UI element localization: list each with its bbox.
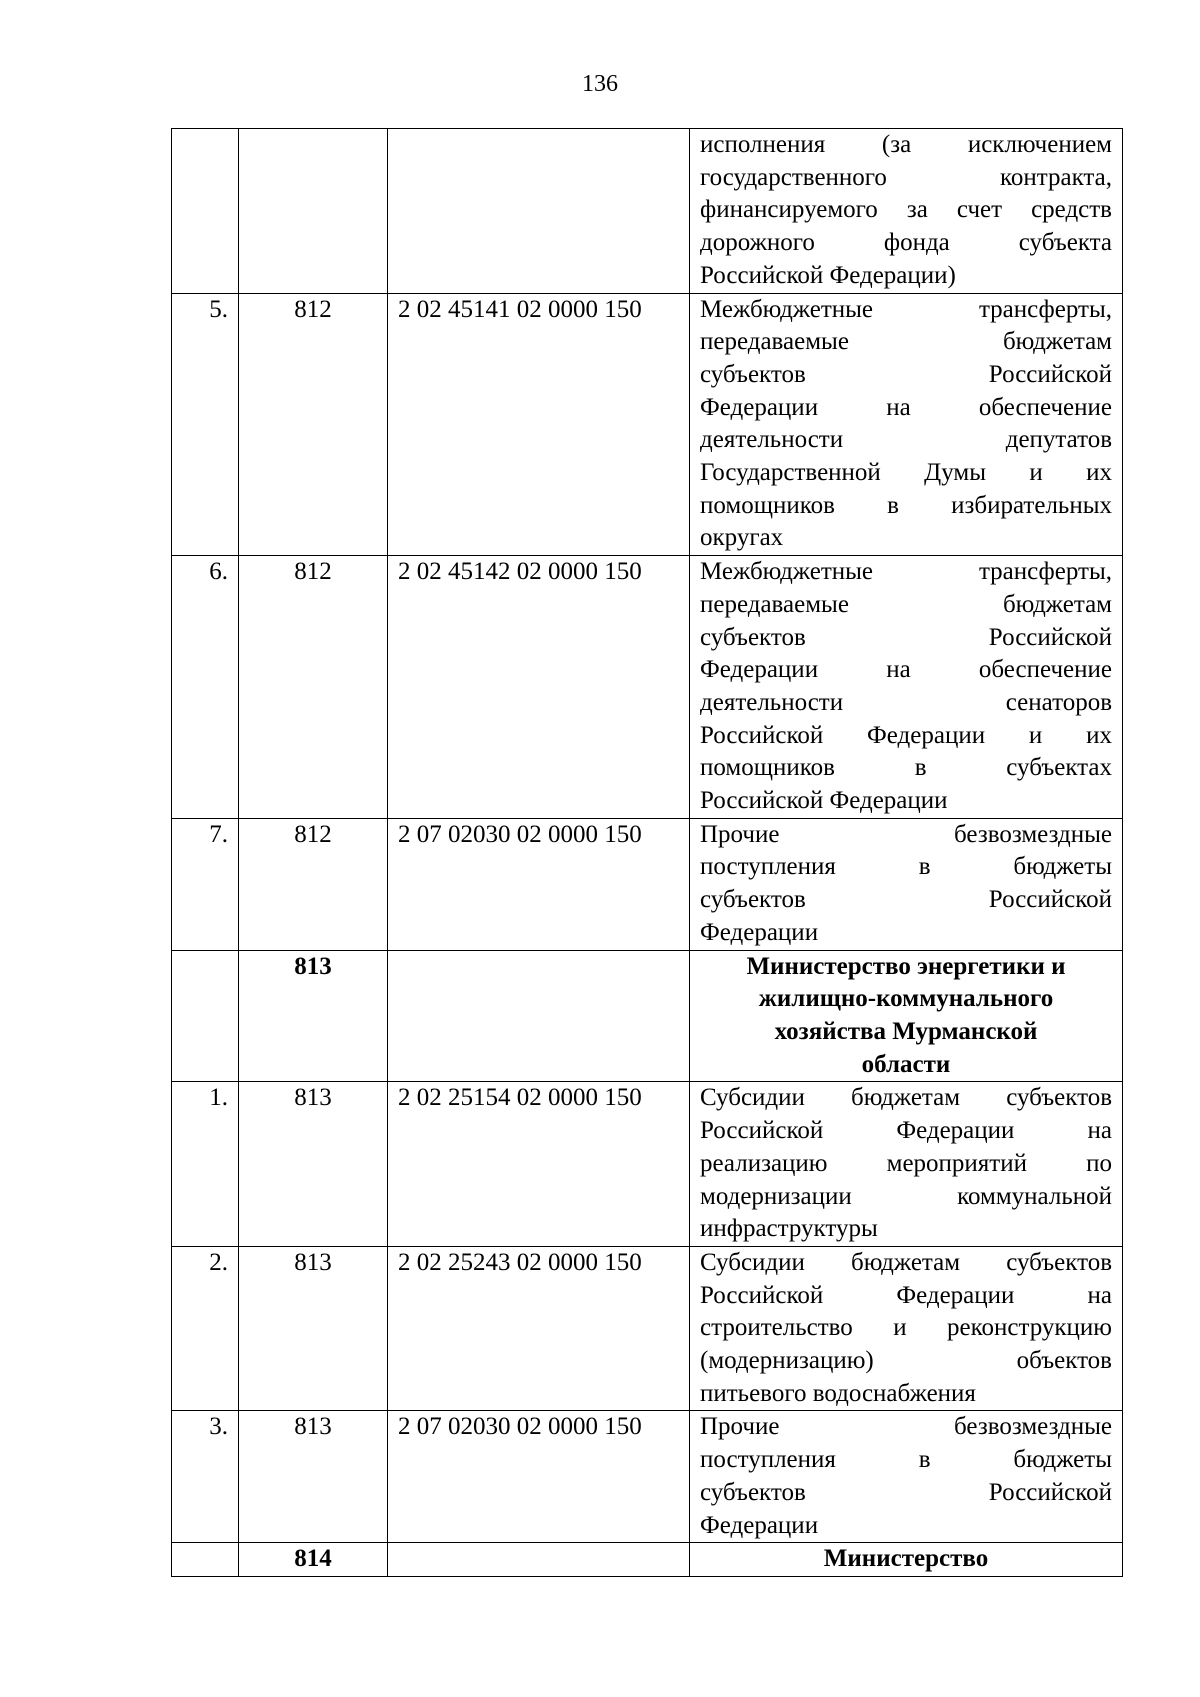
description-line: субъектов Российской (700, 1478, 1112, 1506)
description-line: поступления в бюджеты (700, 1446, 1112, 1474)
description-line: Российской Федерации (700, 787, 948, 815)
description-line: финансируемого за счет средств (700, 196, 1112, 224)
table-row (172, 293, 1123, 556)
description-line: субъектов Российской (700, 886, 1112, 914)
row-number: 7. (172, 818, 239, 950)
income-description (690, 1082, 1123, 1247)
budget-code: 2 07 02030 02 0000 150 (388, 818, 690, 950)
description-line: модернизации коммунальной (700, 1182, 1112, 1210)
description-line: исполнения (за исключением (700, 131, 1112, 158)
description-line: Межбюджетные трансферты, (700, 295, 1112, 323)
heading-line: Министерство (823, 1545, 989, 1573)
heading-line: хозяйства Мурманской (774, 1017, 1038, 1045)
description-line: передаваемые бюджетам (700, 590, 1112, 618)
row-number (172, 129, 239, 294)
budget-code: 2 02 25154 02 0000 150 (388, 1082, 690, 1247)
ministry-heading (690, 1543, 1123, 1577)
administrator-code: 812 (239, 293, 388, 556)
description-line: передаваемые бюджетам (700, 328, 1112, 356)
row-number: 1. (172, 1082, 239, 1247)
description-line: Федерации на обеспечение (700, 656, 1112, 684)
row-number: 5. (172, 293, 239, 556)
description-line: Прочие безвозмездные (700, 1413, 1112, 1441)
description-line: помощников в избирательных (700, 491, 1112, 519)
administrator-code: 812 (239, 556, 388, 819)
budget-code: 2 02 45142 02 0000 150 (388, 556, 690, 819)
heading-line: области (861, 1050, 951, 1078)
table-row (172, 1246, 1123, 1411)
description-line: Российской Федерации на (700, 1117, 1112, 1145)
budget-classification-table (171, 128, 1123, 1577)
description-line: деятельности сенаторов (700, 688, 1112, 716)
description-line: субъектов Российской (700, 360, 1112, 388)
table-row (172, 1411, 1123, 1543)
table-row-section-heading (172, 950, 1123, 1082)
description-line: питьевого водоснабжения (700, 1379, 976, 1407)
description-line: Субсидии бюджетам субъектов (700, 1248, 1112, 1276)
description-line: Российской Федерации и их (700, 721, 1112, 749)
administrator-code (239, 129, 388, 294)
description-line: округах (700, 524, 784, 552)
budget-code (388, 129, 690, 294)
administrator-code: 813 (239, 950, 388, 1082)
description-line: поступления в бюджеты (700, 853, 1112, 881)
row-number (172, 950, 239, 1082)
row-number: 6. (172, 556, 239, 819)
income-description (690, 1246, 1123, 1411)
description-line: Федерации (700, 1511, 819, 1539)
administrator-code: 812 (239, 818, 388, 950)
administrator-code: 813 (239, 1082, 388, 1247)
budget-code (388, 1543, 690, 1577)
description-line: Межбюджетные трансферты, (700, 558, 1112, 586)
table-row-section-heading (172, 1543, 1123, 1577)
description-line: Федерации (700, 918, 819, 946)
row-number: 2. (172, 1246, 239, 1411)
row-number (172, 1543, 239, 1577)
budget-code: 2 07 02030 02 0000 150 (388, 1411, 690, 1543)
administrator-code: 813 (239, 1246, 388, 1411)
description-line: Российской Федерации) (700, 261, 956, 289)
page-number: 136 (582, 71, 618, 97)
description-line: Федерации на обеспечение (700, 393, 1112, 421)
heading-line: Министерство энергетики и (746, 952, 1066, 980)
budget-code: 2 02 45141 02 0000 150 (388, 293, 690, 556)
budget-code (388, 950, 690, 1082)
income-description (690, 818, 1123, 950)
description-line: субъектов Российской (700, 623, 1112, 651)
table-row (172, 818, 1123, 950)
description-line: строительство и реконструкцию (700, 1314, 1112, 1342)
description-line: Государственной Думы и их (700, 459, 1112, 487)
description-line: Прочие безвозмездные (700, 820, 1112, 848)
income-description (690, 293, 1123, 556)
administrator-code: 814 (239, 1543, 388, 1577)
ministry-heading (690, 950, 1123, 1082)
description-line: государственного контракта, (700, 163, 1112, 191)
table-row (172, 1082, 1123, 1247)
description-line: дорожного фонда субъекта (700, 229, 1112, 257)
description-line: деятельности депутатов (700, 426, 1112, 454)
budget-code: 2 02 25243 02 0000 150 (388, 1246, 690, 1411)
row-number: 3. (172, 1411, 239, 1543)
administrator-code: 813 (239, 1411, 388, 1543)
description-line: Субсидии бюджетам субъектов (700, 1084, 1112, 1112)
description-line: инфраструктуры (700, 1215, 878, 1243)
heading-line: жилищно-коммунального (758, 985, 1054, 1013)
description-line: помощников в субъектах (700, 754, 1112, 782)
description-line: (модернизацию) объектов (700, 1347, 1112, 1375)
description-line: реализацию мероприятий по (700, 1149, 1112, 1177)
description-line: Российской Федерации на (700, 1281, 1112, 1309)
table-row (172, 129, 1123, 294)
income-description (690, 556, 1123, 819)
income-description (690, 1411, 1123, 1543)
income-description (690, 129, 1123, 294)
table-body (172, 129, 1123, 1577)
table-row (172, 556, 1123, 819)
